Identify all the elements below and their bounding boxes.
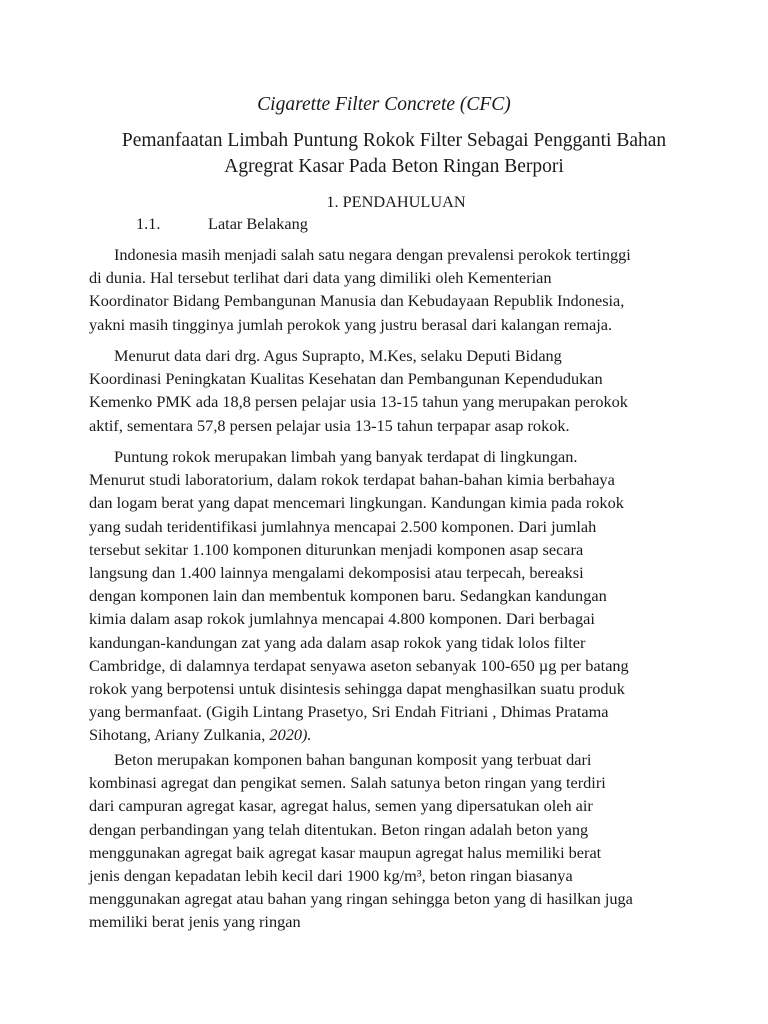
- paragraph-line: di dunia. Hal tersebut terlihat dari data yang dimiliki oleh Kementerian: [89, 268, 552, 288]
- subtitle-line: Pemanfaatan Limbah Puntung Rokok Filter Sebagai Pengganti Bahan: [121, 130, 667, 151]
- paragraph-line: Puntung rokok merupakan limbah yang banyak terdapat di lingkungan.: [114, 447, 578, 466]
- paragraph-line: langsung dan 1.400 lainnya mengalami dekomposisi atau terpecah, bereaksi: [89, 563, 584, 583]
- paragraph-line: menggunakan agregat atau bahan yang ringan sehingga beton yang di hasilkan juga: [89, 889, 633, 909]
- paragraph-line: kimia dalam asap rokok jumlahnya mencapai 4.800 komponen. Dari berbagai: [89, 609, 595, 629]
- paragraph-line: menggunakan agregat baik agregat kasar maupun agregat halus memiliki berat: [89, 842, 602, 862]
- sub-heading: [136, 213, 308, 235]
- subtitle-line: Agregrat Kasar Pada Beton Ringan Berpori: [224, 156, 564, 177]
- paragraph-line: aktif, sementara 57,8 persen pelajar usia 13-15 tahun terpapar asap rokok.: [89, 415, 570, 435]
- document-title: Cigarette Filter Concrete (CFC): [257, 94, 511, 115]
- citation-authors: Sihotang, Ariany Zulkania: [89, 725, 262, 745]
- paragraph-line: Beton merupakan komponen bahan bangunan komposit yang terbuat dari: [114, 750, 592, 769]
- paragraph-line: yang bermanfaat. (Gigih Lintang Prasetyo, Sri Endah Fitriani , Dhimas Pratama: [89, 702, 609, 722]
- paragraph-2: [89, 344, 689, 437]
- section-heading: 1. PENDAHULUAN: [326, 192, 466, 211]
- paragraph-3: [89, 445, 689, 747]
- paragraph-line: jenis dengan kepadatan lebih kecil dari 1900 kg/m³, beton ringan biasanya: [89, 866, 573, 886]
- paragraph-line: Indonesia masih menjadi salah satu negara dengan prevalensi perokok tertinggi: [114, 245, 631, 264]
- paragraph-line: yang sudah teridentifikasi jumlahnya mencapai 2.500 komponen. Dari jumlah: [89, 516, 597, 536]
- paragraph-line: dari campuran agregat kasar, agregat halus, semen yang dipersatukan oleh air: [89, 796, 593, 816]
- sub-heading-number: 1.1.: [136, 214, 161, 233]
- paragraph-line: Cambridge, di dalamnya terdapat senyawa aseton sebanyak 100-650 µg per batang: [89, 655, 629, 675]
- paragraph-line: dan logam berat yang dapat mencemari lingkungan. Kandungan kimia pada rokok: [89, 493, 624, 513]
- document-subtitle: [60, 128, 728, 180]
- paragraph-4: [89, 748, 689, 934]
- paragraph-line: kombinasi agregat dan pengikat semen. Salah satunya beton ringan yang terdiri: [89, 773, 606, 793]
- paragraph-line: kandungan-kandungan zat yang ada dalam asap rokok yang tidak lolos filter: [89, 632, 586, 652]
- paragraph-line: dengan komponen lain dan membentuk komponen baru. Sedangkan kandungan: [89, 586, 607, 606]
- sub-heading-label: Latar Belakang: [208, 214, 308, 233]
- paragraph-line: Koordinator Bidang Pembangunan Manusia dan Kebudayaan Republik Indonesia,: [89, 291, 625, 311]
- paragraph-line: dengan perbandingan yang telah ditentukan. Beton ringan adalah beton yang: [89, 819, 589, 839]
- paragraph-line: yakni masih tingginya jumlah perokok yang justru berasal dari kalangan remaja.: [89, 314, 613, 334]
- paragraph-line: rokok yang berpotensi untuk disintesis sehingga dapat menghasilkan suatu produk: [89, 679, 625, 699]
- paragraph-line: Kemenko PMK ada 18,8 persen pelajar usia 13-15 tahun yang merupakan perokok: [89, 392, 628, 412]
- paragraph-line: Menurut studi laboratorium, dalam rokok terdapat bahan-bahan kimia berbahaya: [89, 470, 615, 490]
- citation-year: , 2020).: [261, 725, 312, 745]
- paragraph-line: tersebut sekitar 1.100 komponen diturunkan menjadi komponen asap secara: [89, 539, 584, 559]
- paragraph-line: Koordinasi Peningkatan Kualitas Kesehatan dan Pembangunan Kependudukan: [89, 369, 603, 389]
- paragraph-line: [89, 723, 689, 746]
- paragraph-line: memiliki berat jenis yang ringan: [89, 912, 301, 932]
- paragraph-line: Menurut data dari drg. Agus Suprapto, M.Kes, selaku Deputi Bidang: [114, 346, 562, 365]
- paragraph-1: [89, 243, 689, 336]
